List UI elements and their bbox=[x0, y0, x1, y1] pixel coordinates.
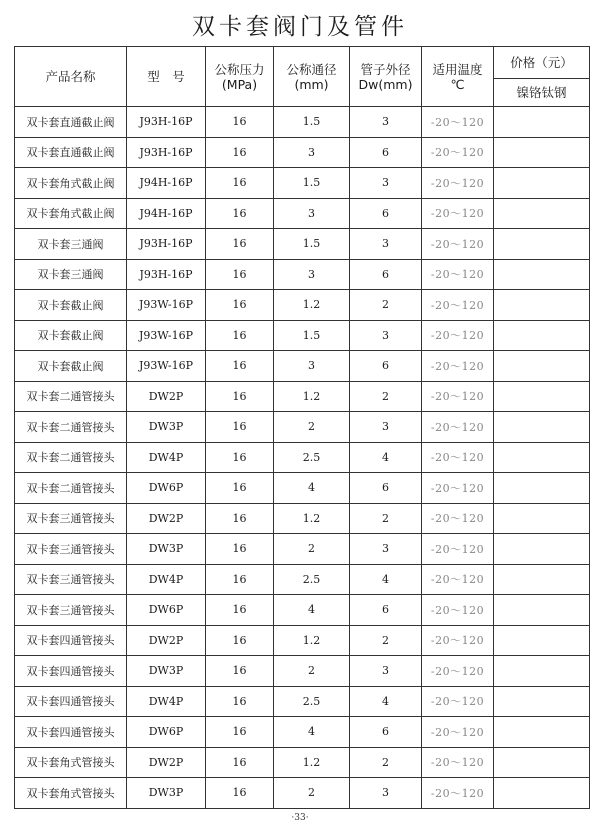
table-row bbox=[15, 717, 590, 748]
cell-price bbox=[494, 137, 590, 168]
cell-price bbox=[494, 564, 590, 595]
cell-price bbox=[494, 229, 590, 260]
cell-model: DW3P bbox=[127, 412, 206, 443]
cell-bore: 3 bbox=[274, 198, 350, 229]
table-row bbox=[15, 107, 590, 138]
cell-bore: 4 bbox=[274, 595, 350, 626]
cell-price bbox=[494, 259, 590, 290]
cell-temperature: -20～120 bbox=[422, 564, 494, 595]
cell-outer-diameter: 3 bbox=[350, 656, 422, 687]
cell-model: J93H-16P bbox=[127, 137, 206, 168]
cell-temperature: -20～120 bbox=[422, 473, 494, 504]
cell-pressure: 16 bbox=[206, 717, 274, 748]
cell-bore: 1.5 bbox=[274, 107, 350, 138]
table-row bbox=[15, 229, 590, 260]
cell-product-name: 双卡套三通管接头 bbox=[15, 564, 127, 595]
cell-price bbox=[494, 656, 590, 687]
cell-bore: 1.2 bbox=[274, 747, 350, 778]
cell-bore: 1.2 bbox=[274, 503, 350, 534]
cell-bore: 2 bbox=[274, 534, 350, 565]
cell-bore: 4 bbox=[274, 717, 350, 748]
table-row bbox=[15, 290, 590, 321]
cell-product-name: 双卡套四通管接头 bbox=[15, 717, 127, 748]
cell-bore: 3 bbox=[274, 351, 350, 382]
cell-model: J94H-16P bbox=[127, 168, 206, 199]
cell-temperature: -20～120 bbox=[422, 137, 494, 168]
table-body bbox=[15, 107, 590, 809]
cell-outer-diameter: 3 bbox=[350, 320, 422, 351]
header-price: 价格（元） bbox=[494, 47, 590, 79]
cell-model: DW2P bbox=[127, 625, 206, 656]
cell-bore: 3 bbox=[274, 259, 350, 290]
table-row bbox=[15, 656, 590, 687]
cell-model: DW6P bbox=[127, 595, 206, 626]
cell-outer-diameter: 4 bbox=[350, 686, 422, 717]
cell-temperature: -20～120 bbox=[422, 534, 494, 565]
cell-product-name: 双卡套截止阀 bbox=[15, 320, 127, 351]
cell-model: DW2P bbox=[127, 381, 206, 412]
cell-product-name: 双卡套二通管接头 bbox=[15, 473, 127, 504]
cell-temperature: -20～120 bbox=[422, 198, 494, 229]
cell-model: DW4P bbox=[127, 564, 206, 595]
product-table bbox=[14, 46, 590, 809]
cell-model: DW2P bbox=[127, 503, 206, 534]
cell-outer-diameter: 3 bbox=[350, 778, 422, 809]
header-pressure-label: 公称压力 bbox=[214, 61, 265, 77]
table-row bbox=[15, 320, 590, 351]
cell-bore: 2.5 bbox=[274, 686, 350, 717]
cell-bore: 1.5 bbox=[274, 320, 350, 351]
cell-price bbox=[494, 168, 590, 199]
cell-outer-diameter: 2 bbox=[350, 290, 422, 321]
cell-bore: 4 bbox=[274, 473, 350, 504]
cell-pressure: 16 bbox=[206, 534, 274, 565]
cell-model: DW3P bbox=[127, 656, 206, 687]
cell-model: J93W-16P bbox=[127, 290, 206, 321]
header-pressure bbox=[206, 47, 274, 107]
table-row bbox=[15, 137, 590, 168]
header-pressure-unit: (MPa) bbox=[221, 76, 258, 92]
cell-price bbox=[494, 473, 590, 504]
cell-price bbox=[494, 107, 590, 138]
table-row bbox=[15, 442, 590, 473]
cell-temperature: -20～120 bbox=[422, 625, 494, 656]
cell-product-name: 双卡套三通阀 bbox=[15, 259, 127, 290]
cell-pressure: 16 bbox=[206, 442, 274, 473]
cell-bore: 1.2 bbox=[274, 381, 350, 412]
cell-pressure: 16 bbox=[206, 259, 274, 290]
cell-pressure: 16 bbox=[206, 198, 274, 229]
cell-outer-diameter: 6 bbox=[350, 717, 422, 748]
cell-outer-diameter: 2 bbox=[350, 747, 422, 778]
header-row bbox=[15, 47, 590, 79]
cell-product-name: 双卡套四通管接头 bbox=[15, 625, 127, 656]
cell-temperature: -20～120 bbox=[422, 351, 494, 382]
table-row bbox=[15, 625, 590, 656]
header-name: 产品名称 bbox=[15, 47, 127, 107]
cell-product-name: 双卡套直通截止阀 bbox=[15, 137, 127, 168]
cell-price bbox=[494, 778, 590, 809]
table-row bbox=[15, 168, 590, 199]
cell-product-name: 双卡套截止阀 bbox=[15, 290, 127, 321]
cell-bore: 2 bbox=[274, 412, 350, 443]
cell-outer-diameter: 2 bbox=[350, 503, 422, 534]
cell-pressure: 16 bbox=[206, 656, 274, 687]
cell-bore: 2.5 bbox=[274, 442, 350, 473]
cell-model: DW3P bbox=[127, 778, 206, 809]
table-row bbox=[15, 473, 590, 504]
cell-pressure: 16 bbox=[206, 625, 274, 656]
cell-pressure: 16 bbox=[206, 503, 274, 534]
page-title: 双卡套阀门及管件 bbox=[192, 14, 408, 40]
cell-product-name: 双卡套三通管接头 bbox=[15, 503, 127, 534]
cell-price bbox=[494, 717, 590, 748]
cell-outer-diameter: 4 bbox=[350, 442, 422, 473]
header-bore-unit: (mm) bbox=[294, 76, 329, 92]
page-number: ·33· bbox=[291, 813, 309, 823]
cell-bore: 2.5 bbox=[274, 564, 350, 595]
cell-model: J94H-16P bbox=[127, 198, 206, 229]
cell-temperature: -20～120 bbox=[422, 381, 494, 412]
cell-temperature: -20～120 bbox=[422, 778, 494, 809]
cell-price bbox=[494, 595, 590, 626]
cell-pressure: 16 bbox=[206, 747, 274, 778]
header-model: 型 号 bbox=[127, 47, 206, 107]
cell-pressure: 16 bbox=[206, 412, 274, 443]
cell-bore: 1.5 bbox=[274, 168, 350, 199]
cell-temperature: -20～120 bbox=[422, 168, 494, 199]
cell-pressure: 16 bbox=[206, 778, 274, 809]
header-temp bbox=[422, 47, 494, 107]
cell-product-name: 双卡套角式截止阀 bbox=[15, 198, 127, 229]
cell-price bbox=[494, 747, 590, 778]
cell-model: DW6P bbox=[127, 473, 206, 504]
cell-price bbox=[494, 290, 590, 321]
table-row bbox=[15, 747, 590, 778]
table-row bbox=[15, 351, 590, 382]
table-row bbox=[15, 778, 590, 809]
cell-bore: 1.2 bbox=[274, 625, 350, 656]
cell-product-name: 双卡套四通管接头 bbox=[15, 656, 127, 687]
cell-product-name: 双卡套四通管接头 bbox=[15, 686, 127, 717]
header-od bbox=[350, 47, 422, 107]
cell-bore: 1.2 bbox=[274, 290, 350, 321]
cell-price bbox=[494, 320, 590, 351]
cell-temperature: -20～120 bbox=[422, 686, 494, 717]
cell-bore: 1.5 bbox=[274, 229, 350, 260]
cell-temperature: -20～120 bbox=[422, 290, 494, 321]
cell-pressure: 16 bbox=[206, 107, 274, 138]
cell-temperature: -20～120 bbox=[422, 717, 494, 748]
cell-temperature: -20～120 bbox=[422, 320, 494, 351]
cell-outer-diameter: 3 bbox=[350, 412, 422, 443]
cell-temperature: -20～120 bbox=[422, 503, 494, 534]
cell-outer-diameter: 6 bbox=[350, 595, 422, 626]
header-temp-unit: ℃ bbox=[450, 76, 465, 92]
header-price-material: 镍铬钛钢 bbox=[494, 79, 590, 107]
header-od-label: 管子外径 bbox=[360, 61, 411, 77]
cell-temperature: -20～120 bbox=[422, 259, 494, 290]
cell-outer-diameter: 6 bbox=[350, 137, 422, 168]
header-od-unit: Dw(mm) bbox=[358, 76, 413, 92]
cell-model: J93W-16P bbox=[127, 320, 206, 351]
cell-pressure: 16 bbox=[206, 595, 274, 626]
table-row bbox=[15, 686, 590, 717]
cell-outer-diameter: 4 bbox=[350, 564, 422, 595]
cell-outer-diameter: 3 bbox=[350, 107, 422, 138]
cell-product-name: 双卡套截止阀 bbox=[15, 351, 127, 382]
table-row bbox=[15, 198, 590, 229]
cell-bore: 2 bbox=[274, 656, 350, 687]
cell-product-name: 双卡套三通管接头 bbox=[15, 534, 127, 565]
header-temp-label: 适用温度 bbox=[432, 61, 483, 77]
cell-model: J93H-16P bbox=[127, 107, 206, 138]
cell-price bbox=[494, 198, 590, 229]
cell-pressure: 16 bbox=[206, 686, 274, 717]
table-row bbox=[15, 412, 590, 443]
cell-pressure: 16 bbox=[206, 473, 274, 504]
cell-model: J93H-16P bbox=[127, 229, 206, 260]
cell-price bbox=[494, 534, 590, 565]
cell-price bbox=[494, 625, 590, 656]
cell-temperature: -20～120 bbox=[422, 595, 494, 626]
cell-outer-diameter: 6 bbox=[350, 473, 422, 504]
cell-outer-diameter: 3 bbox=[350, 229, 422, 260]
cell-outer-diameter: 6 bbox=[350, 351, 422, 382]
table-row bbox=[15, 381, 590, 412]
cell-price bbox=[494, 381, 590, 412]
cell-product-name: 双卡套角式管接头 bbox=[15, 747, 127, 778]
table-row bbox=[15, 595, 590, 626]
cell-pressure: 16 bbox=[206, 320, 274, 351]
cell-model: DW6P bbox=[127, 717, 206, 748]
cell-pressure: 16 bbox=[206, 229, 274, 260]
cell-pressure: 16 bbox=[206, 381, 274, 412]
cell-price bbox=[494, 503, 590, 534]
cell-product-name: 双卡套二通管接头 bbox=[15, 381, 127, 412]
cell-outer-diameter: 2 bbox=[350, 381, 422, 412]
cell-pressure: 16 bbox=[206, 351, 274, 382]
cell-product-name: 双卡套二通管接头 bbox=[15, 442, 127, 473]
header-bore bbox=[274, 47, 350, 107]
cell-pressure: 16 bbox=[206, 564, 274, 595]
cell-price bbox=[494, 442, 590, 473]
table-row bbox=[15, 503, 590, 534]
cell-temperature: -20～120 bbox=[422, 107, 494, 138]
cell-price bbox=[494, 351, 590, 382]
table-row bbox=[15, 259, 590, 290]
header-bore-label: 公称通径 bbox=[286, 61, 337, 77]
cell-temperature: -20～120 bbox=[422, 442, 494, 473]
cell-outer-diameter: 6 bbox=[350, 259, 422, 290]
cell-model: DW2P bbox=[127, 747, 206, 778]
cell-temperature: -20～120 bbox=[422, 229, 494, 260]
cell-model: DW4P bbox=[127, 442, 206, 473]
cell-outer-diameter: 6 bbox=[350, 198, 422, 229]
table-row bbox=[15, 534, 590, 565]
cell-model: DW4P bbox=[127, 686, 206, 717]
cell-product-name: 双卡套角式截止阀 bbox=[15, 168, 127, 199]
cell-model: DW3P bbox=[127, 534, 206, 565]
cell-bore: 2 bbox=[274, 778, 350, 809]
cell-price bbox=[494, 686, 590, 717]
table-row bbox=[15, 564, 590, 595]
cell-outer-diameter: 3 bbox=[350, 534, 422, 565]
cell-bore: 3 bbox=[274, 137, 350, 168]
cell-price bbox=[494, 412, 590, 443]
cell-product-name: 双卡套三通阀 bbox=[15, 229, 127, 260]
cell-temperature: -20～120 bbox=[422, 656, 494, 687]
cell-outer-diameter: 3 bbox=[350, 168, 422, 199]
cell-pressure: 16 bbox=[206, 290, 274, 321]
cell-outer-diameter: 2 bbox=[350, 625, 422, 656]
cell-product-name: 双卡套直通截止阀 bbox=[15, 107, 127, 138]
cell-model: J93W-16P bbox=[127, 351, 206, 382]
cell-product-name: 双卡套角式管接头 bbox=[15, 778, 127, 809]
cell-product-name: 双卡套二通管接头 bbox=[15, 412, 127, 443]
cell-model: J93H-16P bbox=[127, 259, 206, 290]
cell-temperature: -20～120 bbox=[422, 747, 494, 778]
cell-pressure: 16 bbox=[206, 168, 274, 199]
cell-product-name: 双卡套三通管接头 bbox=[15, 595, 127, 626]
cell-pressure: 16 bbox=[206, 137, 274, 168]
cell-temperature: -20～120 bbox=[422, 412, 494, 443]
